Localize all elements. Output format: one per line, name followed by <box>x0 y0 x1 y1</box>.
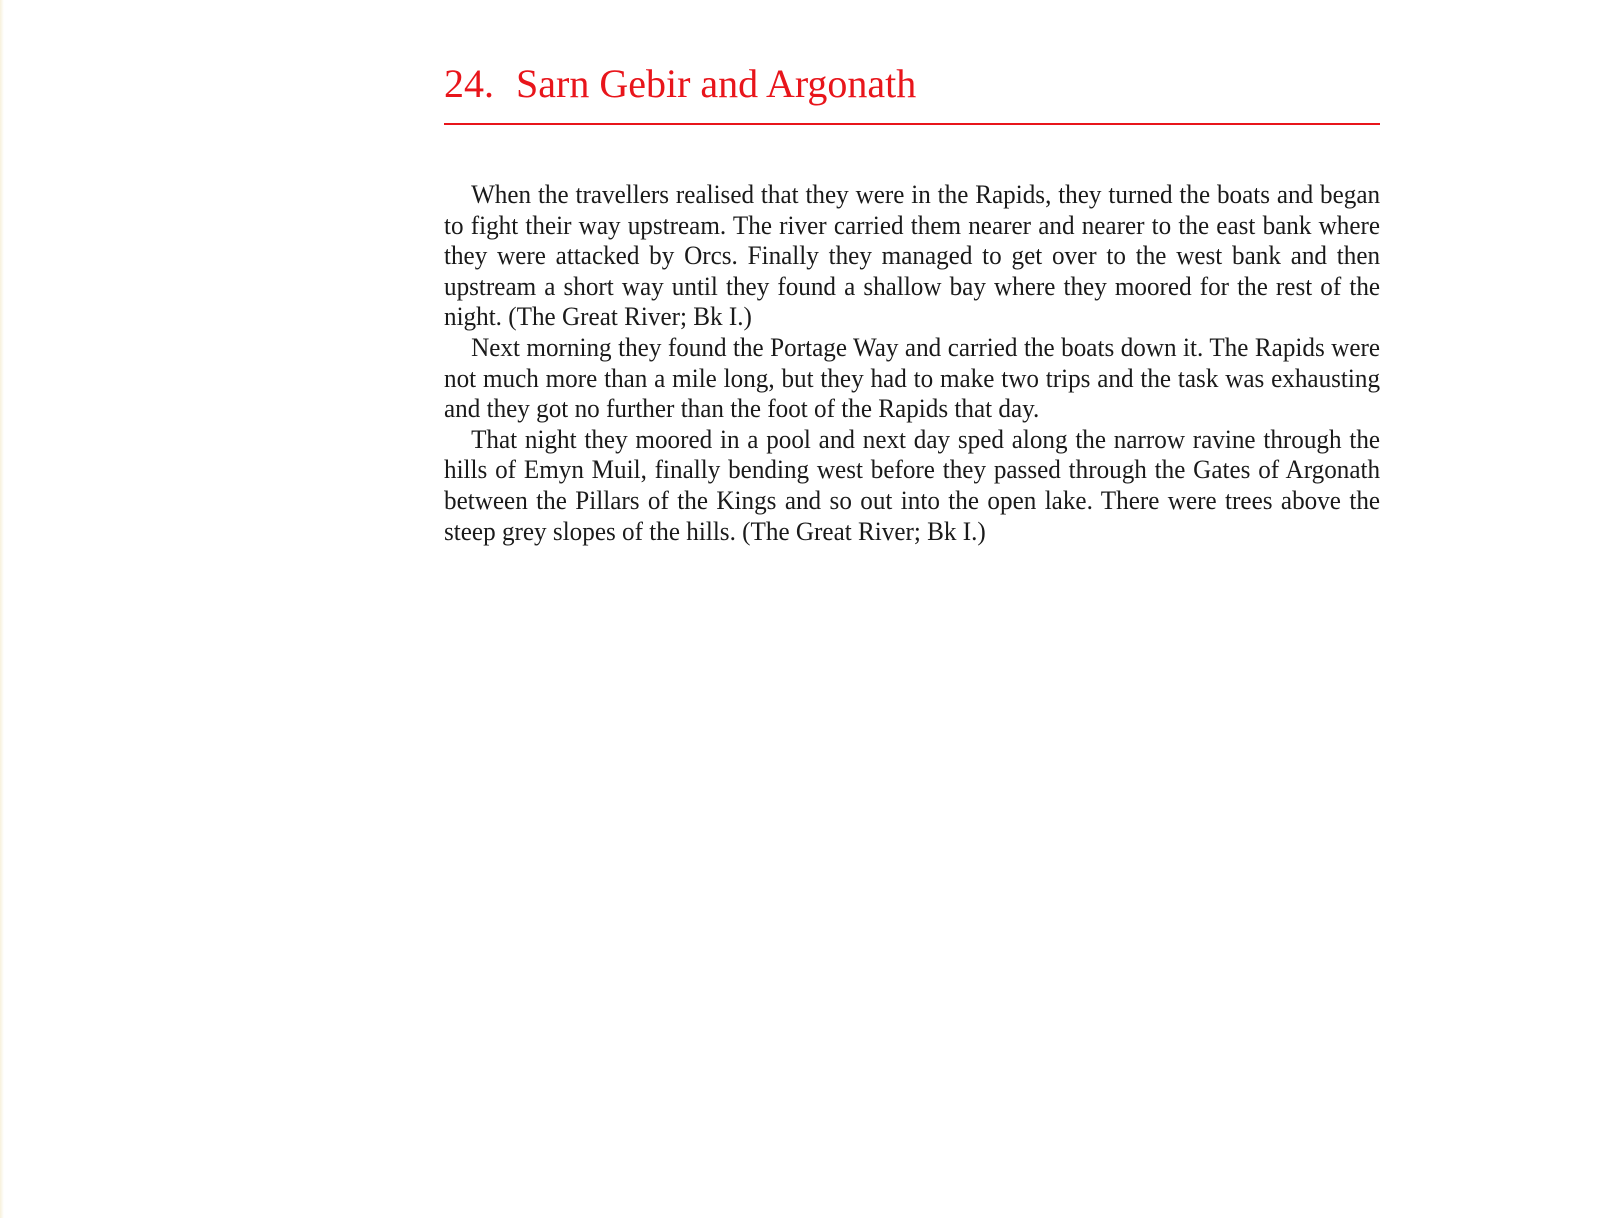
chapter-number: 24. <box>444 61 494 106</box>
paragraph-argonath: That night they moored in a pool and next day sped along the narrow ravine through the hills of Emyn Muil, finally bending west before they passed through the Gates of Argonath between the Pillars of the Kings and so out into the open lake. There were trees above the steep grey slopes of the hills. (The Great River; Bk I.) <box>444 424 1381 546</box>
heading-rule <box>444 123 1380 125</box>
chapter-title: Sarn Gebir and Argonath <box>516 61 917 106</box>
chapter-heading <box>444 60 1380 108</box>
paragraph-portage-way: Next morning they found the Portage Way and carried the boats down it. The Rapids were not much more than a mile long, but they had to make two trips and the task was exhausting and they got no further than the foot of the Rapids that day. <box>444 332 1381 424</box>
paragraph-rapids: When the travellers realised that they were in the Rapids, they turned the boats and began to fight their way upstream. The river carried them nearer and nearer to the east bank where they were attacked by Orcs. Finally they managed to get over to the west bank and then upstream a short way until they found a shallow bay where they moored for the rest of the night. (The Great River; Bk I.) <box>444 180 1381 332</box>
page-edge <box>0 0 4 1218</box>
chapter-body <box>444 180 1380 547</box>
